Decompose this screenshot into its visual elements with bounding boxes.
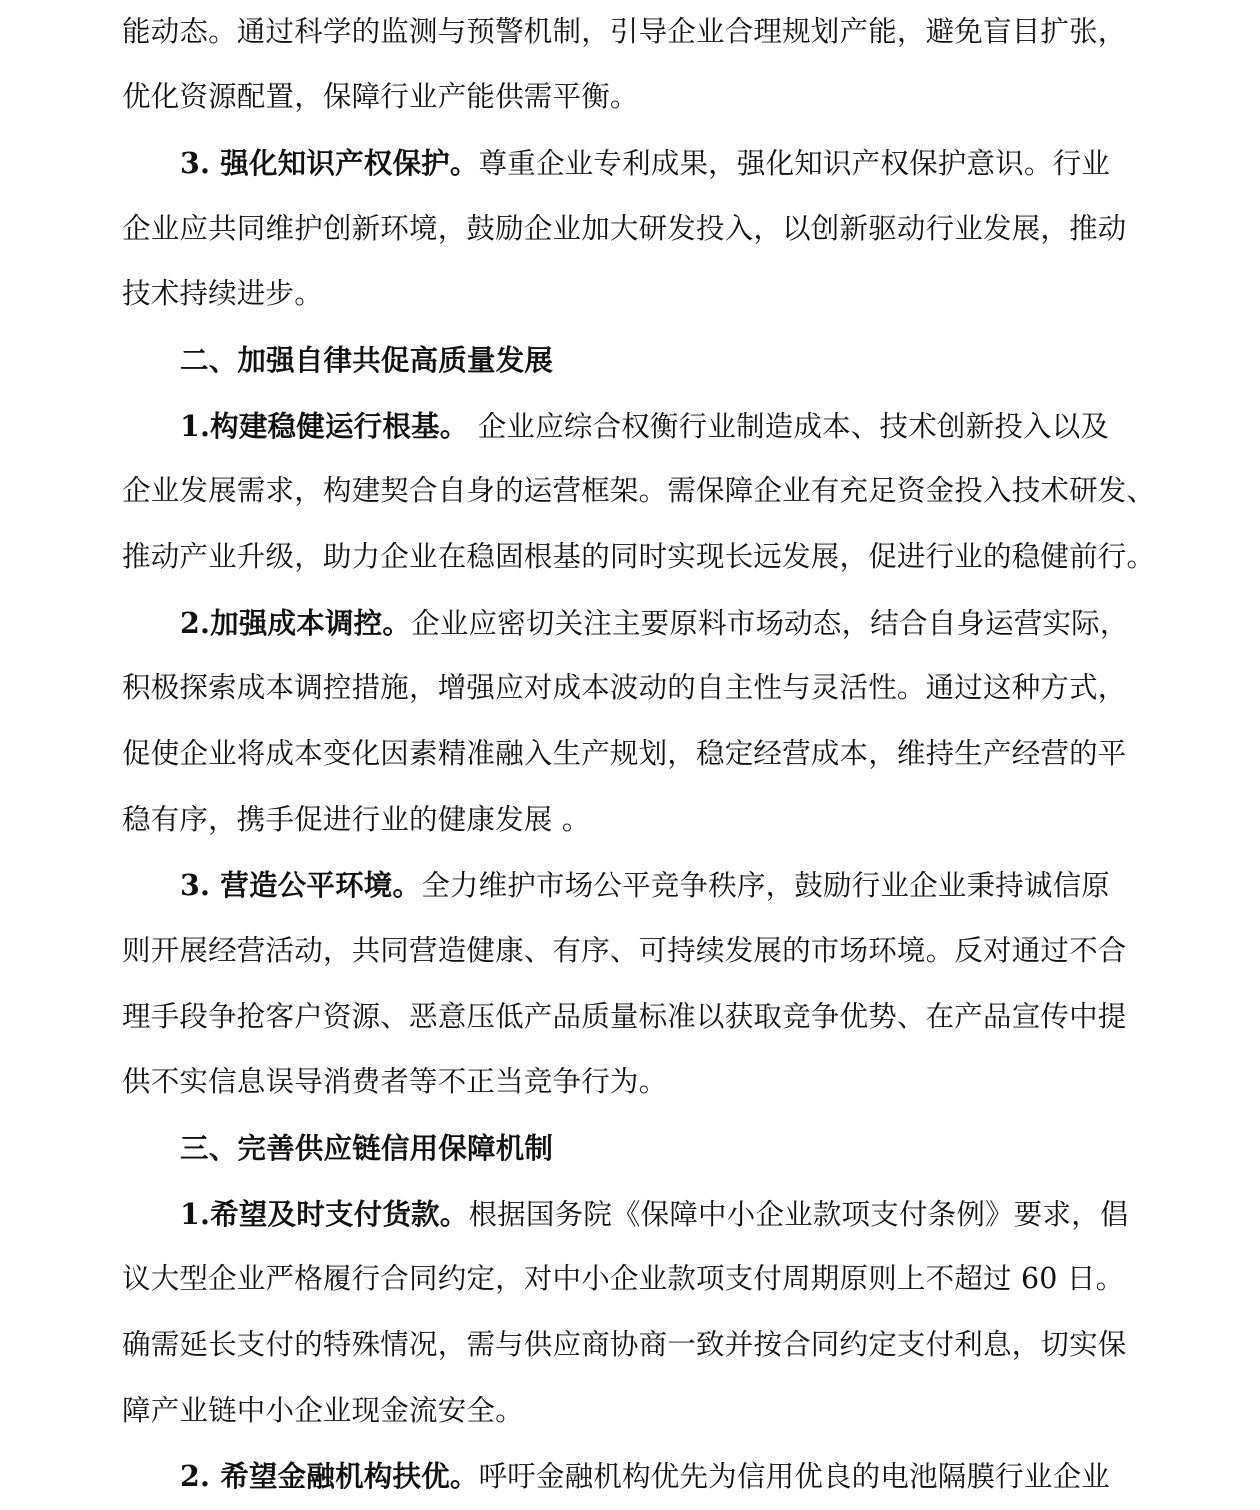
paragraph-line: 1.构建稳健运行根基。 企业应综合权衡行业制造成本、技术创新投入以及: [180, 409, 1110, 443]
paragraph-line: 技术持续进步。: [122, 277, 323, 310]
item-title: 1.希望及时支付货款。: [180, 1197, 469, 1231]
paragraph-line: 积极探索成本调控措施，增强应对成本波动的自主性与灵活性。通过这种方式，: [122, 671, 1127, 704]
paragraph-line: 促使企业将成本变化因素精准融入生产规划，稳定经营成本，维持生产经营的平: [122, 737, 1127, 770]
paragraph-line: 2. 希望金融机构扶优。呼吁金融机构优先为信用优良的电池隔膜行业企业: [180, 1459, 1110, 1493]
paragraph-line: 供不实信息误导消费者等不正当竞争行为。: [122, 1065, 668, 1098]
paragraph-line: 议大型企业严格履行合同约定，对中小企业款项支付周期原则上不超过 60 日。: [122, 1262, 1125, 1295]
paragraph-line: 3. 强化知识产权保护。尊重企业专利成果，强化知识产权保护意识。行业: [180, 146, 1110, 180]
item-title: 3. 营造公平环境。: [180, 868, 422, 902]
paragraph-line: 推动产业升级，助力企业在稳固根基的同时实现长远发展，促进行业的稳健前行。: [122, 540, 1156, 573]
item-title: 2.加强成本调控。: [180, 606, 412, 640]
paragraph-line: 障产业链中小企业现金流安全。: [122, 1394, 524, 1427]
section-heading: 二、加强自律共促高质量发展: [180, 343, 554, 377]
paragraph-line: 3. 营造公平环境。全力维护市场公平竞争秩序，鼓励行业企业秉持诚信原: [180, 868, 1110, 902]
paragraph-line: 稳有序，携手促进行业的健康发展 。: [122, 803, 591, 836]
paragraph-line: 则开展经营活动，共同营造健康、有序、可持续发展的市场环境。反对通过不合: [122, 934, 1127, 967]
paragraph-line: 确需延长支付的特殊情况，需与供应商协商一致并按合同约定支付利息，切实保: [122, 1328, 1127, 1361]
paragraph-line: 理手段争抢客户资源、恶意压低产品质量标准以获取竞争优势、在产品宣传中提: [122, 1000, 1127, 1033]
paragraph-line: 企业应共同维护创新环境，鼓励企业加大研发投入，以创新驱动行业发展，推动: [122, 212, 1127, 245]
item-title: 2. 希望金融机构扶优。: [180, 1459, 479, 1493]
item-title: 1.构建稳健运行根基。: [180, 409, 469, 443]
section-heading: 三、完善供应链信用保障机制: [180, 1131, 554, 1165]
paragraph-line: 能动态。通过科学的监测与预警机制，引导企业合理规划产能，避免盲目扩张，: [122, 15, 1127, 48]
paragraph-line: 企业发展需求，构建契合自身的运营框架。需保障企业有充足资金投入技术研发、: [122, 474, 1156, 507]
item-title: 3. 强化知识产权保护。: [180, 146, 479, 180]
paragraph-line: 2.加强成本调控。企业应密切关注主要原料市场动态，结合自身运营实际，: [180, 606, 1129, 640]
paragraph-line: 1.希望及时支付货款。根据国务院《保障中小企业款项支付条例》要求，倡: [180, 1197, 1129, 1231]
paragraph-line: 优化资源配置，保障行业产能供需平衡。: [122, 80, 639, 113]
